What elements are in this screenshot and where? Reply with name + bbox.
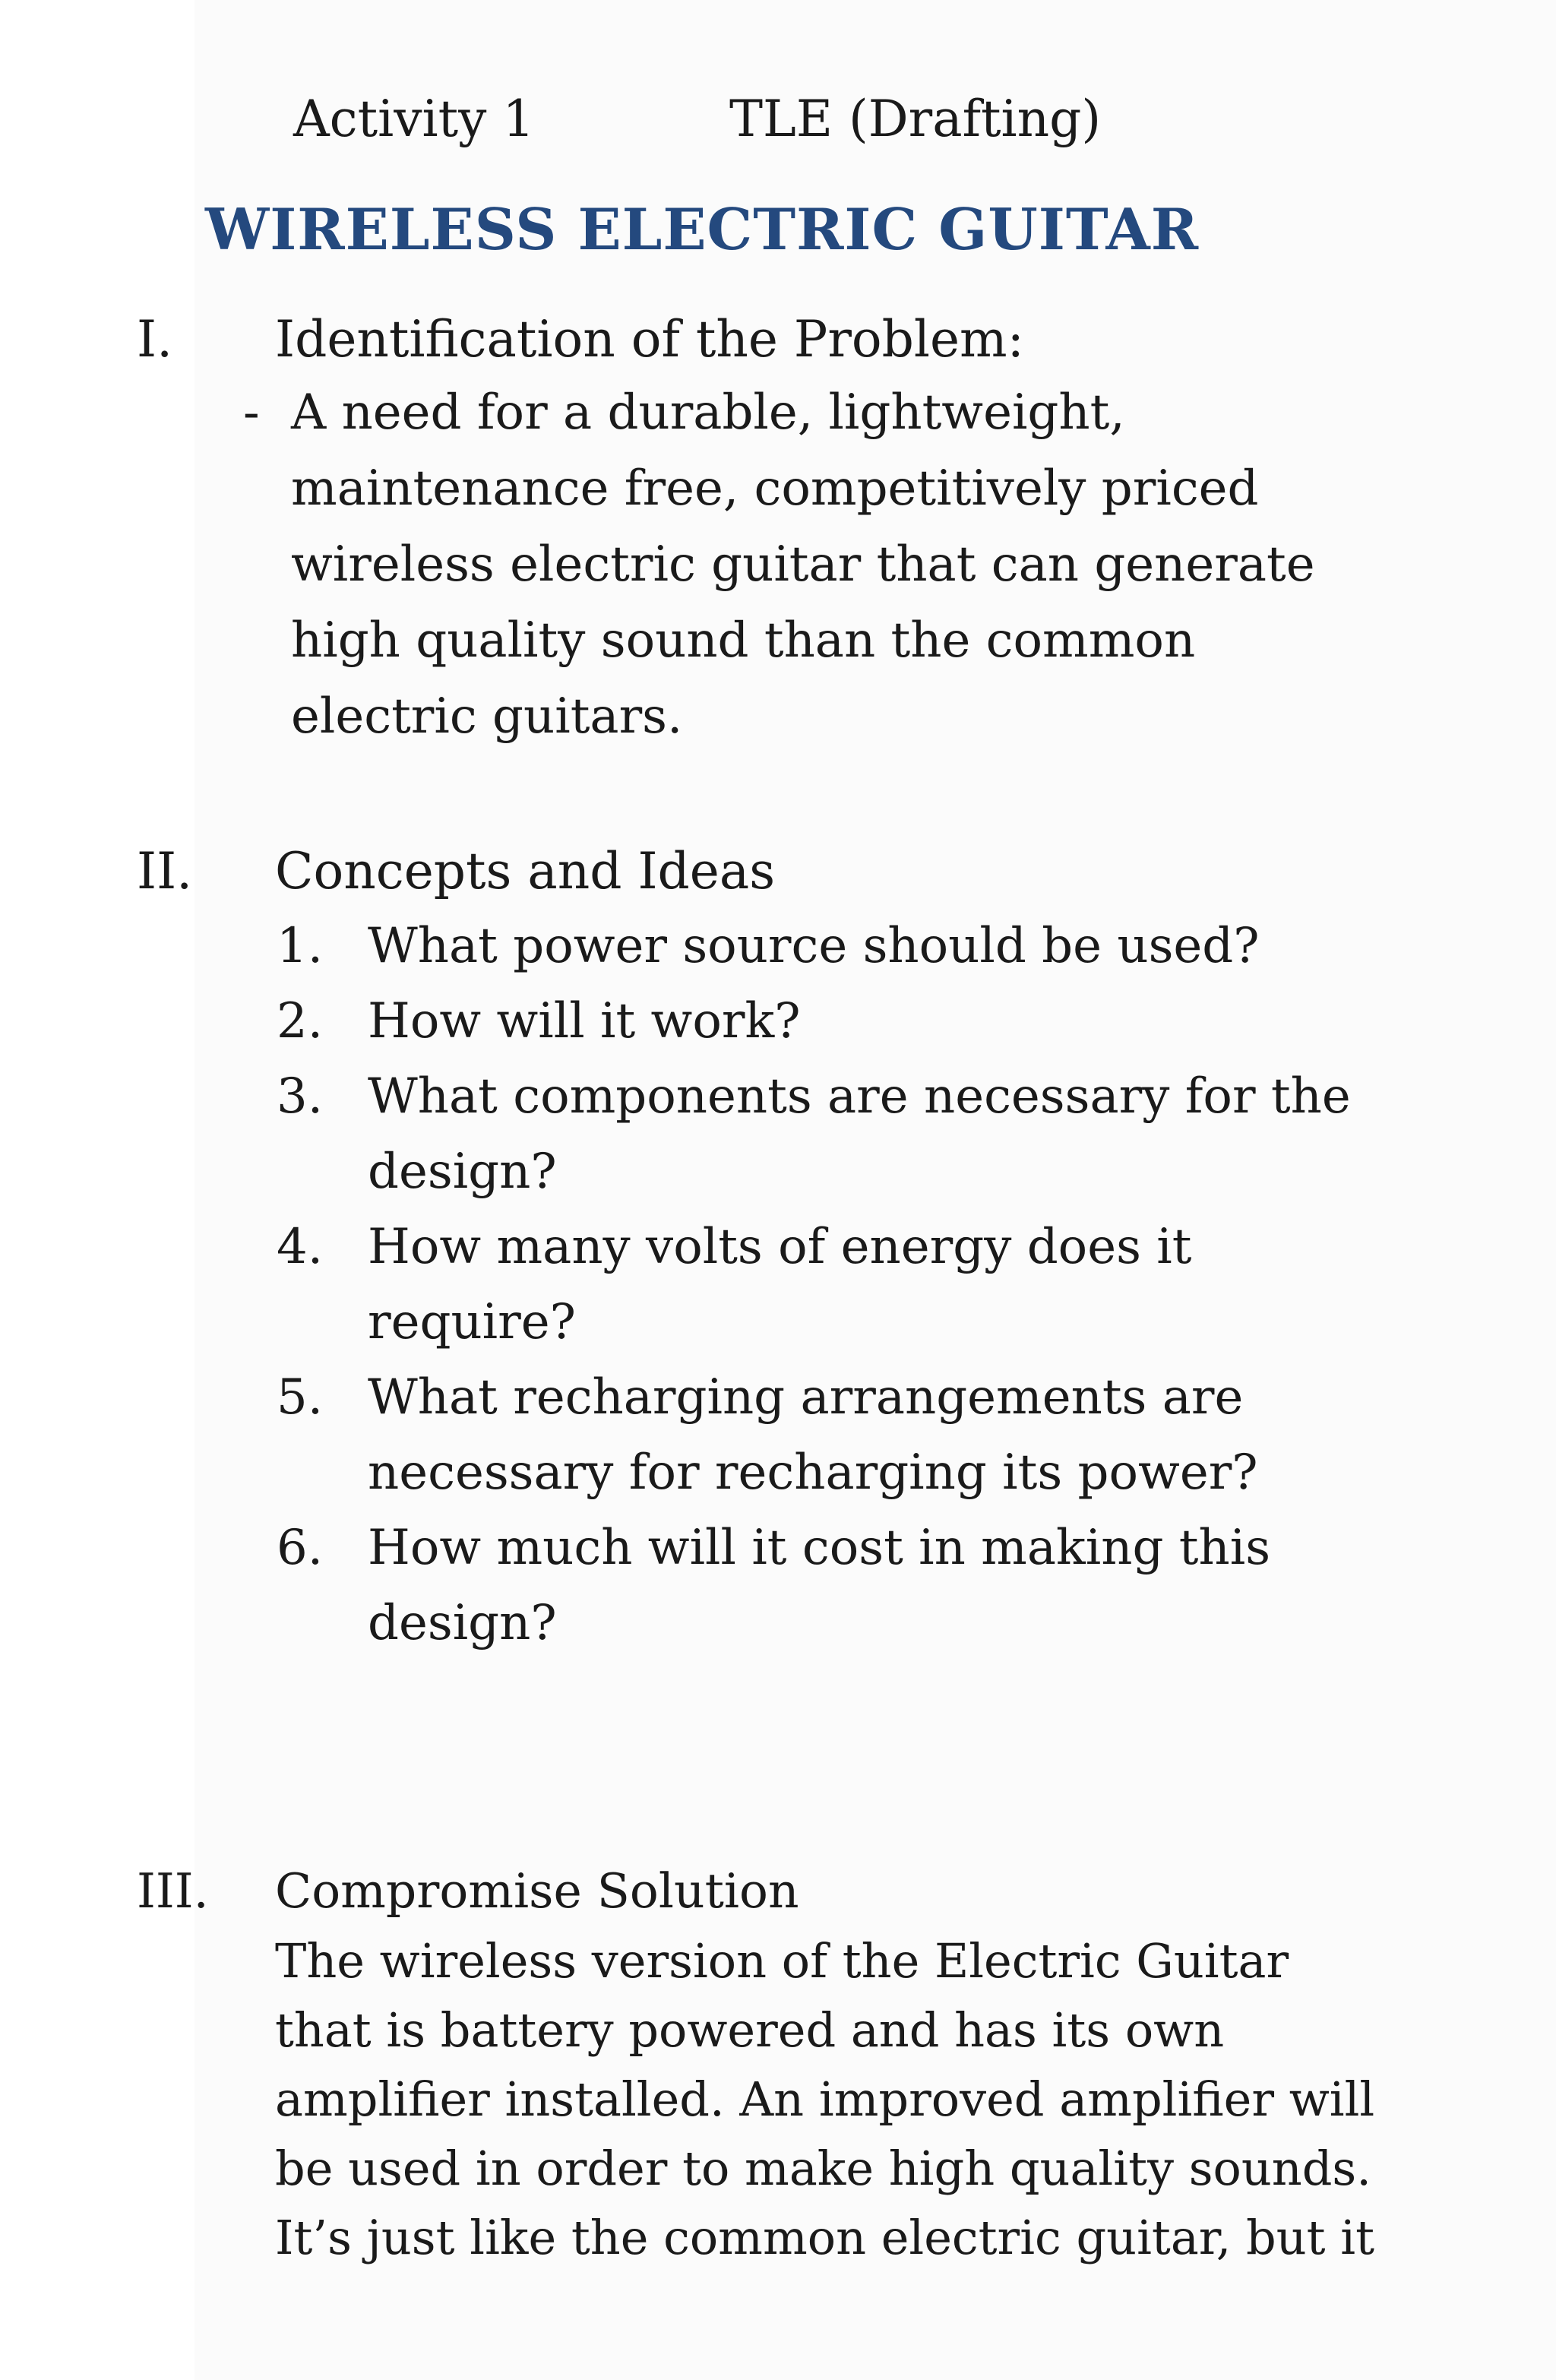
list-item [277, 909, 1351, 984]
list-item-number: 2. [277, 993, 324, 1049]
list-item [277, 984, 1351, 1059]
list-item-number: 4. [277, 1219, 324, 1275]
list-item-number: 3. [277, 1068, 324, 1125]
compromise-solution-paragraph: The wireless version of the Electric Guitar that is battery powered and has its own amplifier installed. An improved amplifier will be used in order to make high quality sounds. It’s just like the common electric guitar, but it [275, 1933, 1375, 2265]
list-item [277, 1360, 1351, 1511]
problem-line-5: electric guitars. [291, 688, 683, 745]
problem-line-3: wireless electric guitar that can generate [291, 536, 1315, 593]
list-item [277, 1059, 1351, 1210]
subject-label: TLE (Drafting) [729, 90, 1102, 148]
list-item [277, 1210, 1351, 1360]
problem-line-1: A need for a durable, lightweight, [291, 385, 1125, 441]
list-item-text: How many volts of energy does it require? [368, 1219, 1192, 1350]
list-item-text: What power source should be used? [368, 918, 1260, 974]
section-2-heading: Concepts and Ideas [275, 842, 776, 900]
concepts-list [277, 909, 1351, 1661]
problem-line-2: maintenance free, competitively priced [291, 460, 1259, 517]
activity-label: Activity 1 [293, 90, 535, 148]
section-1-heading: Identification of the Problem: [275, 310, 1024, 369]
list-item-number: 5. [277, 1369, 324, 1426]
document-title: WIRELESS ELECTRIC GUITAR [205, 196, 1200, 263]
list-item-text: What recharging arrangements are necessary for recharging its power? [368, 1369, 1258, 1501]
section-3-numeral: III. [137, 1863, 209, 1919]
list-item-text: What components are necessary for the design? [368, 1068, 1351, 1200]
section-1-numeral: I. [137, 310, 173, 369]
list-item-number: 1. [277, 918, 324, 974]
section-3-heading: Compromise Solution [275, 1863, 799, 1919]
list-item-text: How will it work? [368, 993, 801, 1049]
list-item-text: How much will it cost in making this design? [368, 1520, 1271, 1651]
problem-line-4: high quality sound than the common [291, 612, 1196, 669]
bullet-dash: - [243, 385, 260, 441]
section-2-numeral: II. [137, 842, 193, 900]
list-item [277, 1511, 1351, 1661]
list-item-number: 6. [277, 1520, 324, 1576]
